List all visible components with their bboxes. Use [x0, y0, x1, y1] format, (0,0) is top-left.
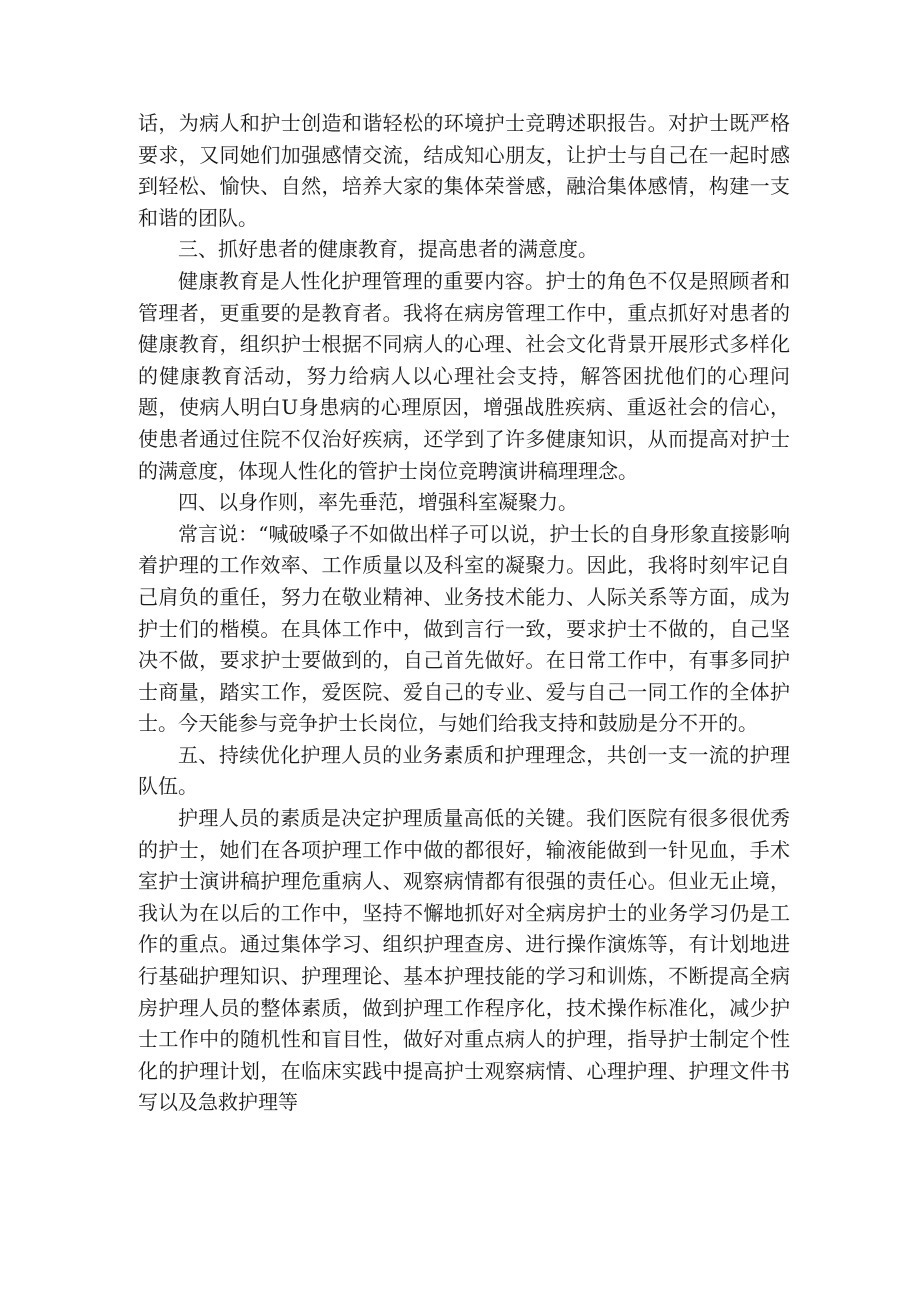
document-body [138, 108, 790, 1119]
section-heading-5: 五、持续优化护理人员的业务素质和护理理念，共创一支一流的护理队伍。 [138, 742, 790, 799]
paragraph-staff-quality: 护理人员的素质是决定护理质量高低的关键。我们医院有很多很优秀的护士，她们在各项护理工作中做的都很好，输液能做到一针见血，手术室护士演讲稿护理危重病人、观察病情都有很强的责任心。但业无止境，我认为在以后的工作中，坚持不懈地抓好对全病房护士的业务学习仍是工作的重点。通过集体学习、组织护理查房、进行操作演炼等，有计划地进行基础护理知识、护理理论、基本护理技能的学习和训炼，不断提高全病房护理人员的整体素质，做到护理工作程序化，技术操作标准化，减少护士工作中的随机性和盲目性，做好对重点病人的护理，指导护士制定个性化的护理计划，在临床实践中提高护士观察病情、心理护理、护理文件书写以及急救护理等 [138, 806, 790, 1115]
paragraph-continuation: 话，为病人和护士创造和谐轻松的环境护士竞聘述职报告。对护士既严格要求，又同她们加强感情交流，结成知心朋友，让护士与自己在一起时感到轻松、愉快、自然，培养大家的集体荣誉感，融洽集体感情，构建一支和谐的团队。 [138, 111, 790, 230]
section-heading-3: 三、抓好患者的健康教育，提高患者的满意度。 [178, 237, 598, 262]
paragraph-health-education: 健康教育是人性化护理管理的重要内容。护士的角色不仅是照顾者和管理者，更重要的是教育者。我将在病房管理工作中，重点抓好对患者的健康教育，组织护士根据不同病人的心理、社会文化背景开展形式多样化的健康教育活动，努力给病人以心理社会支持，解答困扰他们的心理问题，使病人明白U身患病的心理原因，增强战胜疾病、重返社会的信心，使患者通过住院不仅治好疾病，还学到了许多健康知识，从而提高对护士的满意度，体现人性化的管护士岗位竞聘演讲稿理理念。 [138, 268, 790, 483]
paragraph-lead-by-example: 常言说：“喊破嗓子不如做出样子可以说，护士长的自身形象直接影响着护理的工作效率、工作质量以及科室的凝聚力。因此，我将时刻牢记自己肩负的重任，努力在敬业精神、业务技术能力、人际关系等方面，成为护士们的楷模。在具体工作中，做到言行一致，要求护士不做的，自己坚决不做，要求护士要做到的，自己首先做好。在日常工作中，有事多同护士商量，踏实工作，爱医院、爱自己的专业、爱与自己一同工作的全体护士。今天能参与竞争护士长岗位，与她们给我支持和鼓励是分不开的。 [138, 521, 790, 736]
section-heading-4: 四、以身作则，率先垂范，增强科室凝聚力。 [178, 490, 578, 515]
